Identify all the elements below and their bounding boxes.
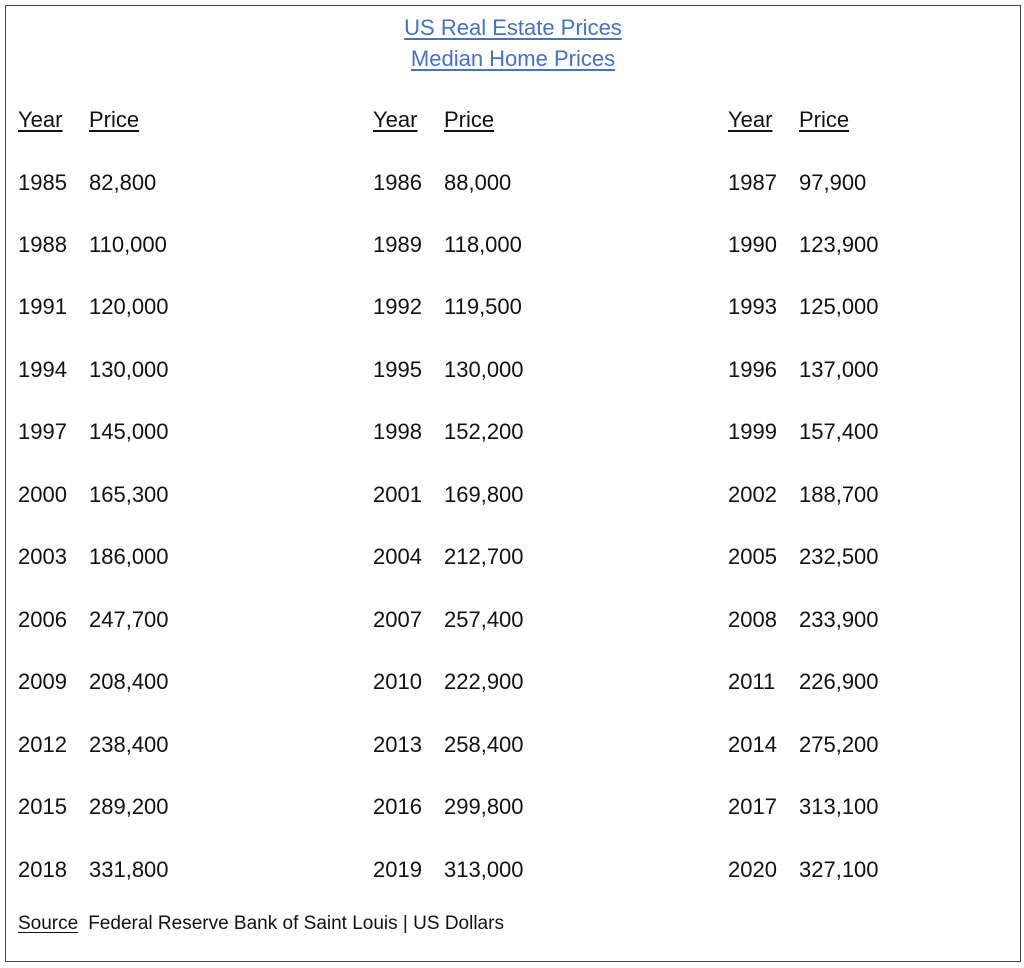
year-cell: 2015 bbox=[18, 794, 67, 819]
title-link[interactable]: US Real Estate Prices bbox=[404, 15, 622, 40]
year-cell: 2010 bbox=[373, 669, 422, 694]
year-cell: 2014 bbox=[728, 732, 777, 757]
year-cell: 2018 bbox=[18, 857, 67, 882]
year-cell: 2013 bbox=[373, 732, 422, 757]
year-cell: 2000 bbox=[18, 482, 67, 507]
price-cell: 120,000 bbox=[89, 294, 169, 319]
price-cell: 130,000 bbox=[89, 357, 169, 382]
price-cell: 169,800 bbox=[444, 482, 524, 507]
year-header-col-1: Year bbox=[18, 107, 63, 132]
price-cell: 258,400 bbox=[444, 732, 524, 757]
year-cell: 2011 bbox=[728, 669, 776, 694]
year-cell: 2003 bbox=[18, 544, 67, 569]
year-cell: 2005 bbox=[728, 544, 777, 569]
price-cell: 289,200 bbox=[89, 794, 169, 819]
year-header-col-2: Year bbox=[373, 107, 418, 132]
price-cell: 97,900 bbox=[799, 170, 867, 195]
price-header-col-3: Price bbox=[799, 107, 850, 132]
year-cell: 1988 bbox=[18, 232, 67, 257]
year-cell: 2016 bbox=[373, 794, 422, 819]
price-cell: 257,400 bbox=[444, 607, 524, 632]
year-cell: 1992 bbox=[373, 294, 422, 319]
year-cell: 2006 bbox=[18, 607, 67, 632]
price-cell: 247,700 bbox=[89, 607, 169, 632]
subtitle-link[interactable]: Median Home Prices bbox=[410, 46, 616, 71]
year-cell: 2020 bbox=[728, 857, 777, 882]
price-cell: 208,400 bbox=[89, 669, 169, 694]
year-cell: 1994 bbox=[18, 357, 67, 382]
year-cell: 2002 bbox=[728, 482, 777, 507]
year-cell: 1995 bbox=[373, 357, 422, 382]
price-header-col-2: Price bbox=[444, 107, 495, 132]
price-cell: 299,800 bbox=[444, 794, 524, 819]
year-cell: 1987 bbox=[728, 170, 777, 195]
year-cell: 1989 bbox=[373, 232, 422, 257]
year-cell: 1985 bbox=[18, 170, 67, 195]
document-frame bbox=[5, 5, 1021, 962]
year-cell: 1986 bbox=[373, 170, 422, 195]
year-cell: 1999 bbox=[728, 419, 777, 444]
price-cell: 118,000 bbox=[444, 232, 522, 257]
year-cell: 2007 bbox=[373, 607, 422, 632]
price-cell: 88,000 bbox=[444, 170, 512, 195]
year-cell: 2001 bbox=[373, 482, 422, 507]
price-cell: 123,900 bbox=[799, 232, 879, 257]
price-cell: 226,900 bbox=[799, 669, 879, 694]
year-cell: 2019 bbox=[373, 857, 422, 882]
price-cell: 137,000 bbox=[799, 357, 879, 382]
year-cell: 1996 bbox=[728, 357, 777, 382]
price-cell: 212,700 bbox=[444, 544, 524, 569]
price-cell: 119,500 bbox=[444, 294, 522, 319]
price-cell: 188,700 bbox=[799, 482, 879, 507]
price-cell: 186,000 bbox=[89, 544, 169, 569]
price-cell: 145,000 bbox=[89, 419, 169, 444]
price-cell: 313,100 bbox=[799, 794, 879, 819]
price-cell: 275,200 bbox=[799, 732, 879, 757]
year-cell: 1991 bbox=[18, 294, 67, 319]
price-header-col-1: Price bbox=[89, 107, 140, 132]
year-cell: 2009 bbox=[18, 669, 67, 694]
price-cell: 82,800 bbox=[89, 170, 157, 195]
source-label: Source bbox=[18, 913, 79, 934]
source-text: Federal Reserve Bank of Saint Louis | US Dollars bbox=[88, 913, 504, 934]
price-cell: 238,400 bbox=[89, 732, 169, 757]
year-cell: 1998 bbox=[373, 419, 422, 444]
year-cell: 1990 bbox=[728, 232, 777, 257]
price-cell: 232,500 bbox=[799, 544, 879, 569]
year-cell: 2017 bbox=[728, 794, 777, 819]
price-cell: 222,900 bbox=[444, 669, 524, 694]
price-cell: 110,000 bbox=[89, 232, 167, 257]
price-cell: 331,800 bbox=[89, 857, 169, 882]
price-cell: 165,300 bbox=[89, 482, 169, 507]
year-cell: 2012 bbox=[18, 732, 67, 757]
year-cell: 1993 bbox=[728, 294, 777, 319]
price-cell: 313,000 bbox=[444, 857, 524, 882]
price-cell: 125,000 bbox=[799, 294, 879, 319]
year-cell: 2004 bbox=[373, 544, 422, 569]
price-cell: 152,200 bbox=[444, 419, 524, 444]
price-cell: 157,400 bbox=[799, 419, 879, 444]
price-cell: 233,900 bbox=[799, 607, 879, 632]
source-line bbox=[18, 913, 504, 935]
year-cell: 2008 bbox=[728, 607, 777, 632]
price-cell: 130,000 bbox=[444, 357, 524, 382]
year-cell: 1997 bbox=[18, 419, 67, 444]
price-cell: 327,100 bbox=[799, 857, 879, 882]
year-header-col-3: Year bbox=[728, 107, 773, 132]
